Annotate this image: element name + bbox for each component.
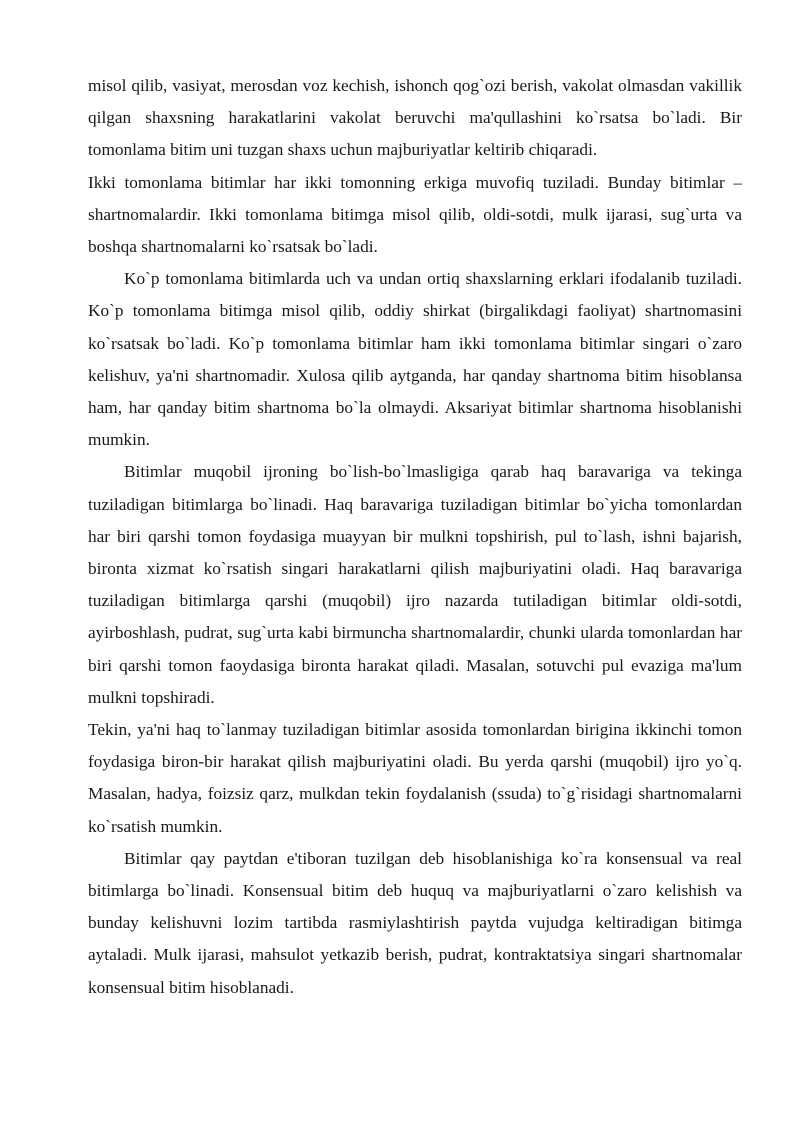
paragraph-unilateral-examples: misol qilib, vasiyat, merosdan voz kechish, ishonch qog`ozi berish, vakolat olmasdan vakillik qilgan shaxsning harakatlarini vakolat beruvchi ma'qullashini ko`rsatsa bo`ladi. Bir tomonlama bitim uni tuzgan shaxs uchun majburiyatlar keltirib chiqaradi. bbox=[88, 76, 742, 160]
document-page bbox=[88, 70, 742, 1004]
paragraph-multilateral-transactions: Ko`p tomonlama bitimlarda uch va undan ortiq shaxslarning erklari ifodalanib tuziladi. Ko`p tomonlama bitimga misol qilib, oddiy shirkat (birgalikdagi faoliyat) shartnomasini ko`rsatsak bo`ladi. Ko`p tomonlama bitimlar ham ikki tomonlama bitimlar singari o`zaro kelishuv, ya'ni shartnomadir. Xulosa qilib aytganda, har qanday shartnoma bitim hisoblansa ham, har qanday bitim shartnoma bo`la olmaydi. Aksariyat bitimlar shartnoma hisoblanishi mumkin. bbox=[88, 269, 742, 450]
paragraph-bilateral-transactions: Ikki tomonlama bitimlar har ikki tomonning erkiga muvofiq tuziladi. Bunday bitimlar – shartnomalardir. Ikki tomonlama bitimga misol qilib, oldi-sotdi, mulk ijarasi, sug`urta va boshqa shartnomalarni ko`rsatsak bo`ladi. bbox=[88, 172, 742, 257]
paragraph-gratuitous-transactions: Tekin, ya'ni haq to`lanmay tuziladigan bitimlar asosida tomonlardan birigina ikkinchi tomon foydasiga biron-bir harakat qilish majburiyatini oladi. Bu yerda qarshi (muqobil) ijro yo`q. Masalan, hadya, foizsiz qarz, mulkdan tekin foydalanish (ssuda) to`g`risidagi shartnomalarni ko`rsatish mumkin. bbox=[88, 720, 742, 836]
paragraph-consensual-real-transactions: Bitimlar qay paytdan e'tiboran tuzilgan deb hisoblanishiga ko`ra konsensual va real bitimlarga bo`linadi. Konsensual bitim deb huquq va majburiyatlarni o`zaro kelishish va bunday kelishuvni lozim tartibda rasmiylashtirish paytda vujudga keltiradigan bitimga aytaladi. Mulk ijarasi, mahsulot yetkazib berish, pudrat, kontraktatsiya singari shartnomalar konsensual bitim hisoblanadi. bbox=[88, 848, 742, 997]
paragraph-paid-transactions: Bitimlar muqobil ijroning bo`lish-bo`lmasligiga qarab haq baravariga va tekinga tuziladigan bitimlarga bo`linadi. Haq baravariga tuziladigan bitimlar bo`yicha tomonlardan har biri qarshi tomon foydasiga muayyan bir mulkni topshirish, pul to`lash, ishni bajarish, bironta xizmat ko`rsatish singari harakatlarni qilish majburiyatini oladi. Haq baravariga tuziladigan bitimlarga qarshi (muqobil) ijro nazarda tutiladigan bitimlar oldi-sotdi, ayirboshlash, pudrat, sug`urta kabi birmuncha shartnomalardir, chunki ularda tomonlardan har biri qarshi tomon faoydasiga bironta harakat qiladi. Masalan, sotuvchi pul evaziga ma'lum mulkni topshiradi. bbox=[88, 462, 742, 707]
